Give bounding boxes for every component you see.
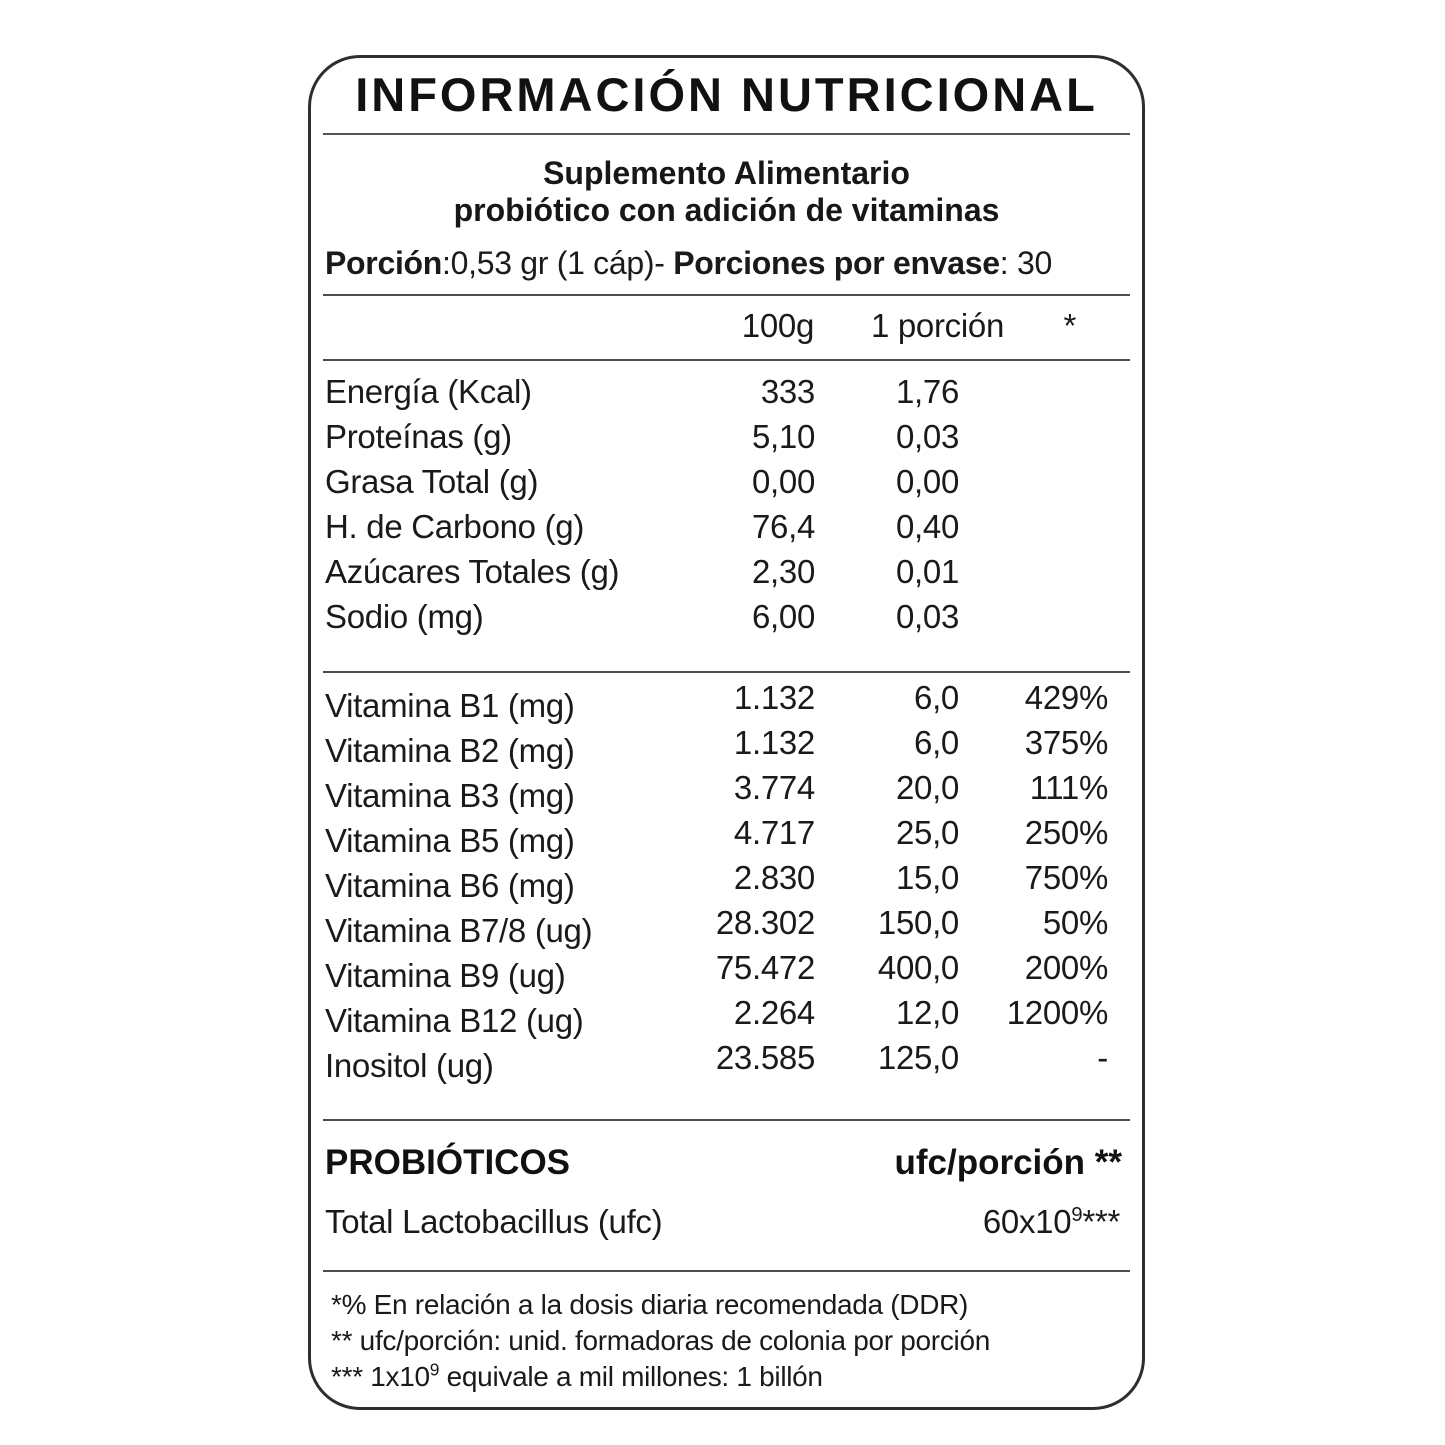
value-per-portion: 6,0 [914,679,959,716]
nutrition-label [308,55,1145,1410]
nutrient-label: Inositol (ug) [325,1047,494,1084]
serving-info [323,245,1130,281]
probiotics-title: PROBIÓTICOS [325,1143,571,1182]
row-h-de-carbono [323,504,1130,549]
probiotics-section-header [323,1144,1130,1182]
nutrient-label: Energía (Kcal) [325,373,532,410]
servings-per-container-label: Porciones por envase [673,245,1000,281]
macronutrient-table [323,369,1130,639]
value-per-portion: 400,0 [877,949,959,986]
value-per-100g: 2.264 [733,994,815,1031]
value-per-100g: 23.585 [715,1039,815,1076]
value-per-portion: 6,0 [914,724,959,761]
value-per-portion: 1,76 [895,373,959,410]
row-azucares-totales [323,549,1130,594]
column-header-portion: 1 porción [870,307,1004,344]
footnotes [323,1287,1130,1395]
nutrient-label: Vitamina B12 (ug) [325,1002,584,1039]
value-per-100g: 1.132 [733,679,815,716]
column-header-row [323,296,1130,356]
macro-vitamin-divider [323,671,1130,673]
row-sodio [323,594,1130,639]
label-title: INFORMACIÓN NUTRICIONAL [355,68,1098,121]
value-pct-ddr: 200% [1024,949,1108,986]
nutrient-label: Vitamina B9 (ug) [325,957,566,994]
value-per-portion: 150,0 [877,904,959,941]
column-header-asterisk: * [1063,307,1076,344]
footnote-ufc: ** ufc/porción: unid. formadoras de colonia por porción [331,1325,991,1356]
value-per-100g: 75.472 [715,949,815,986]
value-pct-ddr: 429% [1024,679,1108,716]
value-per-100g: 1.132 [733,724,815,761]
value-per-portion: 0,00 [895,463,959,500]
value-pct-ddr: 750% [1024,859,1108,896]
value-pct-ddr: 250% [1024,814,1108,851]
header-divider [323,359,1130,361]
probiotics-unit-header: ufc/porción ** [894,1143,1122,1182]
servings-per-container-value: : 30 [999,245,1052,281]
value-per-100g: 2.830 [733,859,815,896]
row-proteinas [323,414,1130,459]
value-per-100g: 28.302 [715,904,815,941]
label-subtitle [323,155,1130,229]
vitamin-probiotic-divider [323,1119,1130,1121]
value-pct-ddr: - [1097,1039,1108,1076]
row-grasa-total [323,459,1130,504]
footnote-billion [331,1359,1130,1395]
nutrient-label: Proteínas (g) [325,418,512,455]
nutrient-label: H. de Carbono (g) [325,508,585,545]
probiotic-value-base: 60x10 [982,1203,1072,1240]
probiotic-value [983,1202,1120,1242]
nutrient-label: Vitamina B2 (mg) [325,732,575,769]
nutrient-label: Vitamina B1 (mg) [325,687,575,724]
value-per-portion: 20,0 [895,769,959,806]
value-pct-ddr: 111% [1029,769,1108,806]
footnote-divider [323,1270,1130,1272]
footnote-billion-suffix: equivale a mil millones: 1 billón [439,1361,823,1392]
value-per-portion: 25,0 [895,814,959,851]
footnote-billion-prefix: *** 1x10 [331,1361,430,1392]
value-pct-ddr: 50% [1042,904,1108,941]
nutrient-label: Grasa Total (g) [325,463,539,500]
value-per-100g: 76,4 [751,508,815,545]
serving-value: :0,53 gr (1 cáp)- [442,245,674,281]
footnote-ddr: *% En relación a la dosis diaria recomendada (DDR) [331,1289,969,1320]
value-pct-ddr: 1200% [1006,994,1108,1031]
value-pct-ddr: 375% [1024,724,1108,761]
value-per-100g: 2,30 [751,553,815,590]
value-per-portion: 12,0 [895,994,959,1031]
row-energia [323,369,1130,414]
nutrient-label: Vitamina B3 (mg) [325,777,575,814]
value-per-100g: 4.717 [733,814,815,851]
nutrient-label: Sodio (mg) [325,598,484,635]
subtitle-line-1: Suplemento Alimentario [543,155,910,191]
value-per-100g: 6,00 [751,598,815,635]
footnote-billion-exponent: 9 [429,1359,440,1380]
value-per-100g: 0,00 [751,463,815,500]
row-inositol [323,1039,1130,1088]
nutrient-label: Vitamina B5 (mg) [325,822,575,859]
subtitle-line-2: probiótico con adición de vitaminas [453,192,1000,228]
nutrient-label: Vitamina B7/8 (ug) [325,912,593,949]
probiotic-label: Total Lactobacillus (ufc) [325,1203,663,1240]
probiotic-value-exponent: 9 [1071,1203,1083,1226]
vitamin-table [323,679,1130,1088]
value-per-portion: 0,40 [895,508,959,545]
value-per-portion: 0,03 [895,418,959,455]
value-per-portion: 15,0 [895,859,959,896]
value-per-100g: 5,10 [751,418,815,455]
serving-label: Porción [325,245,443,281]
probiotic-value-asterisks: *** [1082,1203,1120,1240]
value-per-portion: 0,01 [895,553,959,590]
nutrient-label: Vitamina B6 (mg) [325,867,575,904]
column-header-100g: 100g [741,307,814,344]
row-total-lactobacillus [323,1202,1130,1242]
value-per-100g: 333 [760,373,815,410]
value-per-portion: 0,03 [895,598,959,635]
title-divider [323,133,1130,135]
value-per-100g: 3.774 [733,769,815,806]
value-per-portion: 125,0 [877,1039,959,1076]
nutrient-label: Azúcares Totales (g) [325,553,620,590]
